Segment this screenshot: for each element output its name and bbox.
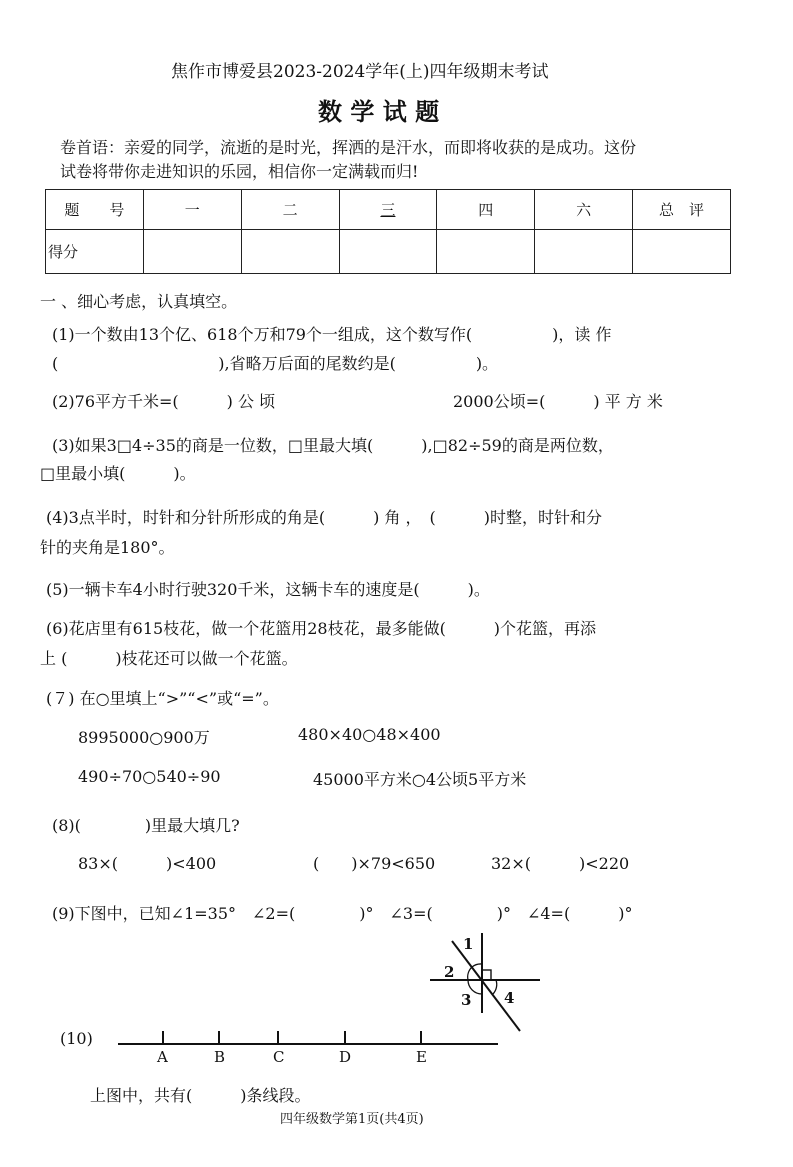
question-10-label: (10): [60, 1029, 93, 1048]
score-header-cell: 四: [437, 190, 535, 230]
preface-line-1: 卷首语：亲爱的同学，流逝的是时光，挥洒的是汗水，而即将收获的是成功。这份: [60, 138, 637, 157]
question-8b: ( )×79<650: [313, 854, 436, 873]
question-8c: 32×( )<220: [491, 854, 630, 873]
question-5: (5)一辆卡车4小时行驶320千米，这辆卡车的速度是( )。: [46, 580, 490, 599]
page-footer: 四年级数学第1页(共4页): [280, 1112, 424, 1127]
question-2b: 2000公顷=( ) 平 方 米: [453, 392, 663, 411]
question-3-line-2: □里最小填( )。: [40, 464, 196, 483]
question-7a: 8995000○900万: [78, 728, 210, 747]
point-label-d: D: [339, 1048, 352, 1066]
question-7b: 480×40○48×400: [298, 725, 441, 744]
question-8a: 83×( )<400: [78, 854, 217, 873]
angle-label-4: 4: [504, 989, 515, 1007]
score-header-cell: 题 号: [46, 190, 144, 230]
score-header-cell: 六: [535, 190, 633, 230]
question-6-line-1: (6)花店里有615枝花，做一个花篮用28枝花，最多能做( )个花篮，再添: [46, 619, 597, 638]
question-6-line-2: 上 ( )枝花还可以做一个花篮。: [40, 649, 298, 668]
question-3-line-1: (3)如果3□4÷35的商是一位数，□里最大填( ),□82÷59的商是两位数，: [52, 436, 614, 455]
question-1-line-1: (1)一个数由13个亿、618个万和79个一组成，这个数写作( )，读 作: [52, 325, 612, 344]
exam-subtitle: 焦作市博爱县2023-2024学年(上)四年级期末考试: [171, 62, 549, 82]
score-header-cell: 一: [143, 190, 241, 230]
score-row-label: 得分: [46, 230, 144, 274]
exam-title: 数 学 试 题: [318, 97, 440, 126]
score-header-cell: 总 评: [633, 190, 731, 230]
question-4-line-2: 针的夹角是180°。: [40, 538, 175, 557]
point-label-a: A: [157, 1048, 168, 1066]
angle-label-2: 2: [444, 963, 455, 981]
question-7d: 45000平方米○4公顷5平方米: [313, 770, 527, 789]
preface-line-2: 试卷将带你走进知识的乐园，相信你一定满载而归!: [60, 162, 419, 181]
score-header-cell: 二: [241, 190, 339, 230]
point-label-c: C: [273, 1048, 285, 1066]
question-8-intro: (8)( )里最大填几?: [52, 816, 240, 835]
question-7-intro: (７) 在○里填上“>”“<”或“=”。: [46, 689, 279, 708]
question-7c: 490÷70○540÷90: [78, 767, 221, 786]
angle-label-3: 3: [461, 991, 472, 1009]
question-10-text: 上图中，共有( )条线段。: [90, 1086, 311, 1105]
question-4-line-1: (4)3点半时，时针和分针所形成的角是( ) 角 ， ( )时整，时针和分: [46, 508, 602, 527]
section-heading: 一 、细心考虑，认真填空。: [40, 292, 238, 311]
question-9: (9)下图中，已知∠1=35° ∠2=( )° ∠3=( )° ∠4=( )°: [52, 904, 633, 923]
point-label-e: E: [416, 1048, 427, 1066]
score-header-cell: 三: [339, 190, 437, 230]
point-label-b: B: [214, 1048, 226, 1066]
angle-label-1: 1: [463, 935, 474, 953]
question-2a: (2)76平方千米=( ) 公 顷: [52, 392, 276, 411]
question-1-line-2: ( ),省略万后面的尾数约是( )。: [52, 354, 499, 373]
